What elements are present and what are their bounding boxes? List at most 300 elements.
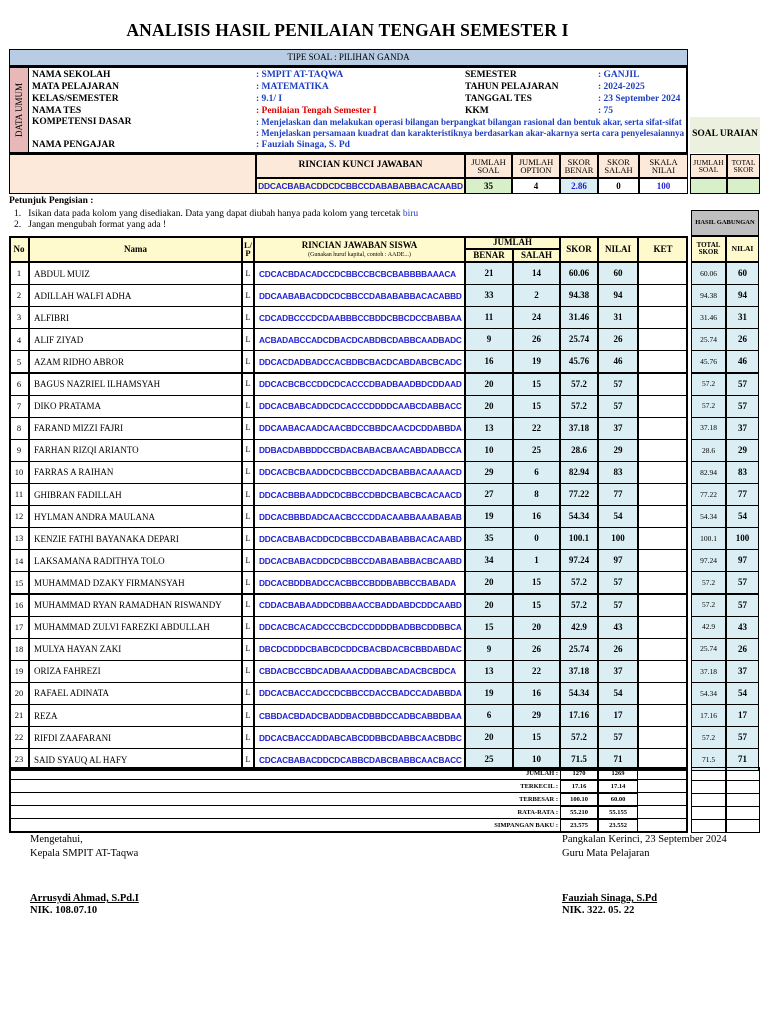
- tipe-soal-bar: TIPE SOAL : PILIHAN GANDA: [9, 49, 688, 66]
- info-value[interactable]: : Fauziah Sinaga, S. Pd: [256, 140, 350, 150]
- cell-nilai: 57: [598, 594, 638, 617]
- stats-nilai-value: 17.14: [598, 780, 638, 794]
- cell-nilai: 37: [598, 660, 638, 683]
- cell-lp[interactable]: L: [242, 638, 254, 661]
- jumlah-option-value[interactable]: 4: [512, 178, 560, 194]
- stats-gabungan-cell: [691, 767, 726, 781]
- stats-gabungan-cell: [726, 780, 760, 794]
- cell-lp[interactable]: L: [242, 483, 254, 506]
- cell-salah: 25: [513, 439, 560, 462]
- cell-jawaban[interactable]: DDCACBCBCCDDCDCACCCDBADBAADBDCDDAAD: [254, 373, 465, 396]
- uraian-total-skor-input[interactable]: [727, 178, 760, 194]
- cell-jawaban[interactable]: DBCDCDDDCBABCDCDDCBACBDACBCBBDABDAC: [254, 638, 465, 661]
- cell-nilai2: 57: [726, 594, 759, 617]
- footer-place-date: Pangkalan Kerinci, 23 September 2024: [562, 834, 727, 845]
- info-value[interactable]: : 75: [598, 106, 614, 116]
- cell-nilai2: 57: [726, 395, 759, 418]
- cell-benar: 9: [465, 638, 513, 661]
- stats-nilai-value: 1269: [598, 767, 638, 781]
- info-label: TANGGAL TES: [465, 94, 532, 104]
- cell-benar: 19: [465, 505, 513, 528]
- cell-ket[interactable]: [638, 306, 688, 329]
- cell-benar: 33: [465, 284, 513, 307]
- cell-jawaban[interactable]: CBDACBCCBDCADBAAACDDBABCADACBCBDCA: [254, 660, 465, 683]
- cell-nilai: 54: [598, 505, 638, 528]
- cell-nilai2: 37: [726, 417, 759, 440]
- cell-ket[interactable]: [638, 483, 688, 506]
- stats-gabungan-cell: [726, 767, 760, 781]
- cell-jawaban[interactable]: DDCACBCBAADDCDCBBCCDADCBABBACAAAACD: [254, 461, 465, 484]
- cell-total: 17.16: [691, 704, 726, 727]
- cell-total: 37.18: [691, 417, 726, 440]
- info-value[interactable]: : 9.1/ I: [256, 94, 283, 104]
- cell-benar: 29: [465, 461, 513, 484]
- cell-salah: 15: [513, 726, 560, 749]
- cell-nilai2: 100: [726, 527, 759, 550]
- stats-gabungan-cell: [726, 819, 760, 833]
- stats-gabungan-cell: [691, 806, 726, 820]
- col-nilai2-header: NILAI: [726, 236, 759, 262]
- cell-total: 97.24: [691, 549, 726, 572]
- cell-nama[interactable]: KENZIE FATHI BAYANAKA DEPARI: [29, 527, 242, 550]
- stats-nilai-value: 55.155: [598, 806, 638, 820]
- cell-nama[interactable]: ADILLAH WALFI ADHA: [29, 284, 242, 307]
- cell-no: 2: [9, 284, 29, 307]
- cell-nilai2: 57: [726, 571, 759, 594]
- stats-label: RATA-RATA :: [517, 809, 558, 816]
- cell-lp[interactable]: L: [242, 395, 254, 418]
- cell-no: 20: [9, 682, 29, 705]
- stats-skor-value: 17.16: [560, 780, 598, 794]
- cell-ket[interactable]: [638, 726, 688, 749]
- stats-nilai-value: 60.00: [598, 793, 638, 807]
- cell-ket[interactable]: [638, 527, 688, 550]
- col-jumlah-header: JUMLAH: [465, 236, 560, 249]
- cell-salah: 26: [513, 328, 560, 351]
- cell-nama[interactable]: MUHAMMAD DZAKY FIRMANSYAH: [29, 571, 242, 594]
- cell-nilai2: 46: [726, 350, 759, 373]
- stats-label: SIMPANGAN BAKU :: [494, 822, 558, 829]
- info-value[interactable]: : 23 September 2024: [598, 94, 681, 104]
- cell-nama[interactable]: ALIF ZIYAD: [29, 328, 242, 351]
- cell-ket[interactable]: [638, 505, 688, 528]
- cell-skor: 57.2: [560, 594, 598, 617]
- cell-skor: 28.6: [560, 439, 598, 462]
- cell-no: 1: [9, 262, 29, 285]
- cell-lp[interactable]: L: [242, 616, 254, 639]
- cell-nilai2: 57: [726, 726, 759, 749]
- cell-nama[interactable]: MULYA HAYAN ZAKI: [29, 638, 242, 661]
- cell-skor: 57.2: [560, 395, 598, 418]
- skala-nilai-value[interactable]: 100: [639, 178, 688, 194]
- cell-nilai2: 77: [726, 483, 759, 506]
- cell-total: 77.22: [691, 483, 726, 506]
- cell-jawaban[interactable]: DDCAABABACDDCDCBBCCDABABABBACACABBD: [254, 284, 465, 307]
- cell-salah: 15: [513, 594, 560, 617]
- cell-benar: 11: [465, 306, 513, 329]
- skor-salah-header: SKOR SALAH: [598, 154, 639, 178]
- cell-jawaban[interactable]: DDCACBACCADCCDCBBCCDACCBADCCADABBDA: [254, 682, 465, 705]
- footer-kepala-name: Arrusydi Ahmad, S.Pd.I: [30, 893, 139, 904]
- cell-nilai: 100: [598, 527, 638, 550]
- footer-guru-name: Fauziah Sinaga, S.Pd: [562, 893, 658, 904]
- page-title: ANALISIS HASIL PENILAIAN TENGAH SEMESTER I: [126, 20, 569, 40]
- cell-lp[interactable]: L: [242, 594, 254, 617]
- cell-ket[interactable]: [638, 328, 688, 351]
- cell-no: 6: [9, 373, 29, 396]
- cell-total: 57.2: [691, 373, 726, 396]
- skala-nilai-header: SKALA NILAI: [639, 154, 688, 178]
- cell-nilai2: 54: [726, 505, 759, 528]
- cell-salah: 16: [513, 682, 560, 705]
- cell-salah: 14: [513, 262, 560, 285]
- cell-skor: 37.18: [560, 417, 598, 440]
- cell-salah: 19: [513, 350, 560, 373]
- cell-lp[interactable]: L: [242, 461, 254, 484]
- cell-nama[interactable]: ALFIBRI: [29, 306, 242, 329]
- cell-nama[interactable]: MUHAMMAD RYAN RAMADHAN RISWANDY: [29, 594, 242, 617]
- cell-salah: 15: [513, 571, 560, 594]
- cell-jawaban[interactable]: DDCACDADBADCCACBDBCBACDCABDABCBCADC: [254, 350, 465, 373]
- cell-benar: 25: [465, 748, 513, 771]
- cell-nilai: 57: [598, 726, 638, 749]
- cell-skor: 25.74: [560, 638, 598, 661]
- col-nilai-header: NILAI: [598, 236, 638, 262]
- cell-nilai: 57: [598, 373, 638, 396]
- cell-total: 54.34: [691, 682, 726, 705]
- info-label: NAMA TES: [32, 106, 82, 116]
- cell-skor: 97.24: [560, 549, 598, 572]
- cell-nama[interactable]: FARHAN RIZQI ARIANTO: [29, 439, 242, 462]
- cell-lp[interactable]: L: [242, 505, 254, 528]
- cell-jawaban[interactable]: DDCACBBBAADDCDCBBCCDBDCBABCBCACAACD: [254, 483, 465, 506]
- cell-nama[interactable]: DIKO PRATAMA: [29, 395, 242, 418]
- cell-total: 42.9: [691, 616, 726, 639]
- cell-salah: 6: [513, 461, 560, 484]
- info-value[interactable]: : Menjelaskan persamaan kuadrat dan karakteristiknya berdasarkan akar-akarnya serta cara penyelesaiannya: [256, 128, 685, 138]
- col-skor-header: SKOR: [560, 236, 598, 262]
- cell-jawaban[interactable]: CBBDACBDADCBADDBACDBBDCCADBCABBDBAA: [254, 704, 465, 727]
- cell-nama[interactable]: RIFDI ZAAFARANI: [29, 726, 242, 749]
- kunci-header: RINCIAN KUNCI JAWABAN: [256, 154, 465, 178]
- cell-benar: 21: [465, 262, 513, 285]
- cell-nama[interactable]: BAGUS NAZRIEL ILHAMSYAH: [29, 373, 242, 396]
- cell-salah: 2: [513, 284, 560, 307]
- cell-ket[interactable]: [638, 395, 688, 418]
- info-label: KOMPETENSI DASAR: [32, 117, 132, 127]
- uraian-jumlah-soal-input[interactable]: [690, 178, 727, 194]
- cell-benar: 20: [465, 726, 513, 749]
- cell-jawaban[interactable]: DDCACBDDBADCCACBBCCBDDBABBCCBABADA: [254, 571, 465, 594]
- cell-no: 22: [9, 726, 29, 749]
- cell-nilai: 97: [598, 549, 638, 572]
- cell-total: 57.2: [691, 594, 726, 617]
- cell-benar: 20: [465, 594, 513, 617]
- data-umum-label: DATA UMUM: [10, 68, 29, 152]
- cell-jawaban[interactable]: DDCACBCACADCCCBCDCCDDDDBADBBCDDBBCA: [254, 616, 465, 639]
- cell-total: 37.18: [691, 660, 726, 683]
- cell-nama[interactable]: SAID SYAUQ AL HAFY: [29, 748, 242, 771]
- cell-jawaban[interactable]: CDCADBCCCDCDAABBBCCBDDCBBCDCCBABBAA: [254, 306, 465, 329]
- jumlah-soal-header: JUMLAH SOAL: [465, 154, 512, 178]
- cell-lp[interactable]: L: [242, 549, 254, 572]
- cell-ket[interactable]: [638, 549, 688, 572]
- cell-nilai2: 17: [726, 704, 759, 727]
- col-total-skor-header: TOTAL SKOR: [691, 236, 726, 262]
- cell-no: 12: [9, 505, 29, 528]
- cell-nilai: 83: [598, 461, 638, 484]
- info-value[interactable]: : GANJIL: [598, 70, 640, 80]
- cell-nama[interactable]: FARRAS A RAIHAN: [29, 461, 242, 484]
- cell-nama[interactable]: LAKSAMANA RADITHYA TOLO: [29, 549, 242, 572]
- stats-skor-value: 23.575: [560, 819, 598, 833]
- petunjuk-item: 1. Isikan data pada kolom yang disediakan. Data yang dapat diubah hanya pada kolom yang tercetak biru: [14, 209, 419, 219]
- cell-no: 17: [9, 616, 29, 639]
- cell-nilai2: 60: [726, 262, 759, 285]
- cell-nama[interactable]: GHIBRAN FADILLAH: [29, 483, 242, 506]
- cell-ket[interactable]: [638, 682, 688, 705]
- cell-no: 4: [9, 328, 29, 351]
- cell-ket[interactable]: [638, 571, 688, 594]
- cell-jawaban[interactable]: CDCACBDACADCCDCBBCCBCBCBABBBBAAACA: [254, 262, 465, 285]
- cell-total: 25.74: [691, 638, 726, 661]
- cell-skor: 31.46: [560, 306, 598, 329]
- cell-skor: 54.34: [560, 682, 598, 705]
- cell-lp[interactable]: L: [242, 306, 254, 329]
- cell-skor: 94.38: [560, 284, 598, 307]
- stats-label: JUMLAH :: [526, 770, 558, 777]
- cell-ket[interactable]: [638, 373, 688, 396]
- cell-jawaban[interactable]: DDCACBABACDDCDCBBCCDABABABBACACAABD: [254, 527, 465, 550]
- cell-total: 54.34: [691, 505, 726, 528]
- cell-benar: 9: [465, 328, 513, 351]
- cell-nilai2: 43: [726, 616, 759, 639]
- cell-lp[interactable]: L: [242, 682, 254, 705]
- cell-lp[interactable]: L: [242, 527, 254, 550]
- stats-nilai-value: 23.552: [598, 819, 638, 833]
- soal-uraian-header: SOAL URAIAN: [690, 117, 760, 153]
- cell-skor: 57.2: [560, 571, 598, 594]
- cell-skor: 25.74: [560, 328, 598, 351]
- cell-nilai: 54: [598, 682, 638, 705]
- cell-nilai2: 31: [726, 306, 759, 329]
- cell-salah: 16: [513, 505, 560, 528]
- info-value[interactable]: : SMPIT AT-TAQWA: [256, 70, 344, 80]
- info-value[interactable]: : 2024-2025: [598, 82, 645, 92]
- petunjuk-highlight: biru: [402, 209, 419, 219]
- cell-ket[interactable]: [638, 616, 688, 639]
- cell-nilai: 31: [598, 306, 638, 329]
- stats-skor-value: 100.10: [560, 793, 598, 807]
- cell-total: 60.06: [691, 262, 726, 285]
- col-lp-header: L/ P: [242, 236, 254, 262]
- cell-jawaban[interactable]: DDCACBABCADDCDCACCCDDDDCAABCDABBACC: [254, 395, 465, 418]
- cell-ket[interactable]: [638, 350, 688, 373]
- cell-nilai: 57: [598, 395, 638, 418]
- cell-total: 28.6: [691, 439, 726, 462]
- hasil-gabungan-header: HASIL GABUNGAN: [691, 210, 759, 236]
- cell-jawaban[interactable]: CDCACBABACDDCDCABBCDABCBABBCAACBACC: [254, 748, 465, 771]
- cell-nama[interactable]: RAFAEL ADINATA: [29, 682, 242, 705]
- cell-jawaban[interactable]: ACBADABCCADCDBACDCABDBCDABBCAADBADC: [254, 328, 465, 351]
- cell-benar: 16: [465, 350, 513, 373]
- cell-no: 18: [9, 638, 29, 661]
- cell-lp[interactable]: L: [242, 748, 254, 771]
- cell-ket[interactable]: [638, 439, 688, 462]
- cell-skor: 71.5: [560, 748, 598, 771]
- stats-gabungan-cell: [726, 793, 760, 807]
- info-label: SEMESTER: [465, 70, 517, 80]
- cell-lp[interactable]: L: [242, 726, 254, 749]
- cell-ket[interactable]: [638, 638, 688, 661]
- cell-jawaban[interactable]: DDCACBBBDADCAACBCCCDDACAABBAAABABAB: [254, 505, 465, 528]
- cell-no: 10: [9, 461, 29, 484]
- cell-skor: 42.9: [560, 616, 598, 639]
- footer-kepala-nik: NIK. 108.07.10: [30, 905, 98, 916]
- cell-nilai: 77: [598, 483, 638, 506]
- cell-nama[interactable]: HYLMAN ANDRA MAULANA: [29, 505, 242, 528]
- stats-gabungan-cell: [726, 806, 760, 820]
- cell-benar: 20: [465, 395, 513, 418]
- cell-nilai2: 29: [726, 439, 759, 462]
- cell-salah: 0: [513, 527, 560, 550]
- footer-guru: Guru Mata Pelajaran: [562, 848, 650, 859]
- cell-lp[interactable]: L: [242, 660, 254, 683]
- cell-jawaban[interactable]: CDDACBABAADDCDBBAACCBADDABDCDDCAABD: [254, 594, 465, 617]
- cell-salah: 22: [513, 417, 560, 440]
- cell-ket[interactable]: [638, 262, 688, 285]
- jumlah-soal-value[interactable]: 35: [465, 178, 512, 194]
- info-label: NAMA SEKOLAH: [32, 70, 111, 80]
- cell-skor: 37.18: [560, 660, 598, 683]
- cell-total: 100.1: [691, 527, 726, 550]
- cell-salah: 29: [513, 704, 560, 727]
- cell-ket[interactable]: [638, 284, 688, 307]
- footer-kepala: Kepala SMPIT AT-Taqwa: [30, 848, 139, 859]
- stats-label: TERBESAR :: [519, 796, 558, 803]
- cell-benar: 6: [465, 704, 513, 727]
- cell-skor: 45.76: [560, 350, 598, 373]
- cell-nilai2: 37: [726, 660, 759, 683]
- cell-nama[interactable]: MUHAMMAD ZULVI FAREZKI ABDULLAH: [29, 616, 242, 639]
- cell-nilai: 17: [598, 704, 638, 727]
- skor-salah-value[interactable]: 0: [598, 178, 639, 194]
- col-nama-header: Nama: [29, 236, 242, 262]
- stats-gabungan-cell: [691, 819, 726, 833]
- col-ket-header: KET: [638, 236, 688, 262]
- answer-key-input[interactable]: DDCACBABACDDCDCBBCCDABABABBACACAABD: [256, 178, 465, 194]
- cell-jawaban[interactable]: DDCACBACCADDABCABCDDBBCDABBCAACBDBC: [254, 726, 465, 749]
- info-value[interactable]: : Penilaian Tengah Semester I: [256, 106, 377, 116]
- cell-lp[interactable]: L: [242, 262, 254, 285]
- cell-skor: 82.94: [560, 461, 598, 484]
- footer-guru-nik: NIK. 322. 05. 22: [562, 905, 635, 916]
- cell-lp[interactable]: L: [242, 571, 254, 594]
- cell-benar: 27: [465, 483, 513, 506]
- cell-benar: 19: [465, 682, 513, 705]
- cell-jawaban[interactable]: DDCACBABACDDCDCBBCCDABABABBACBCAABD: [254, 549, 465, 572]
- cell-nilai: 43: [598, 616, 638, 639]
- stats-skor-value: 55.210: [560, 806, 598, 820]
- cell-salah: 8: [513, 483, 560, 506]
- col-benar-header: BENAR: [465, 249, 513, 262]
- cell-nilai2: 57: [726, 373, 759, 396]
- cell-nilai: 26: [598, 328, 638, 351]
- stats-label: TERKECIL :: [520, 783, 558, 790]
- cell-benar: 34: [465, 549, 513, 572]
- cell-no: 11: [9, 483, 29, 506]
- cell-ket[interactable]: [638, 461, 688, 484]
- cell-lp[interactable]: L: [242, 350, 254, 373]
- cell-salah: 15: [513, 395, 560, 418]
- cell-lp[interactable]: L: [242, 417, 254, 440]
- info-value[interactable]: : Menjelaskan dan melakukan operasi bilangan berpangkat bilangan rasional dan bentuk akar, serta sifat-sifat: [256, 117, 682, 127]
- cell-benar: 20: [465, 373, 513, 396]
- cell-ket[interactable]: [638, 660, 688, 683]
- cell-jawaban[interactable]: DDBACDABBDDCCBDACBABACBAACABDADBCCA: [254, 439, 465, 462]
- stats-gabungan-cell: [691, 780, 726, 794]
- cell-lp[interactable]: L: [242, 704, 254, 727]
- cell-nilai2: 71: [726, 748, 759, 771]
- cell-nama[interactable]: FARAND MIZZI FAJRI: [29, 417, 242, 440]
- cell-nama[interactable]: AZAM RIDHO ABROR: [29, 350, 242, 373]
- cell-nilai: 29: [598, 439, 638, 462]
- cell-ket[interactable]: [638, 417, 688, 440]
- cell-salah: 20: [513, 616, 560, 639]
- cell-skor: 100.1: [560, 527, 598, 550]
- cell-nama[interactable]: ORIZA FAHREZI: [29, 660, 242, 683]
- col-salah-header: SALAH: [513, 249, 560, 262]
- cell-lp[interactable]: L: [242, 284, 254, 307]
- cell-no: 14: [9, 549, 29, 572]
- cell-lp[interactable]: L: [242, 439, 254, 462]
- cell-total: 25.74: [691, 328, 726, 351]
- cell-no: 16: [9, 594, 29, 617]
- cell-nilai2: 97: [726, 549, 759, 572]
- kunci-spacer: [9, 154, 256, 194]
- cell-salah: 22: [513, 660, 560, 683]
- cell-lp[interactable]: L: [242, 328, 254, 351]
- cell-ket[interactable]: [638, 704, 688, 727]
- cell-no: 19: [9, 660, 29, 683]
- stats-skor-value: 1270: [560, 767, 598, 781]
- cell-benar: 13: [465, 660, 513, 683]
- cell-nilai: 57: [598, 571, 638, 594]
- cell-nilai: 94: [598, 284, 638, 307]
- cell-nilai: 46: [598, 350, 638, 373]
- cell-skor: 77.22: [560, 483, 598, 506]
- info-value[interactable]: : MATEMATIKA: [256, 82, 329, 92]
- cell-jawaban[interactable]: DDCAABACAADCAACBDCCBBDCAACDCDDABBDA: [254, 417, 465, 440]
- cell-no: 7: [9, 395, 29, 418]
- cell-nama[interactable]: REZA: [29, 704, 242, 727]
- footer-mengetahui: Mengetahui,: [30, 834, 83, 845]
- cell-skor: 57.2: [560, 373, 598, 396]
- cell-benar: 13: [465, 417, 513, 440]
- info-label: KELAS/SEMESTER: [32, 94, 119, 104]
- cell-lp[interactable]: L: [242, 373, 254, 396]
- uraian-total-skor-header: TOTAL SKOR: [727, 154, 760, 178]
- col-no-header: No: [9, 236, 29, 262]
- cell-nilai: 26: [598, 638, 638, 661]
- cell-ket[interactable]: [638, 594, 688, 617]
- cell-salah: 24: [513, 306, 560, 329]
- cell-no: 13: [9, 527, 29, 550]
- cell-salah: 26: [513, 638, 560, 661]
- stats-gabungan-cell: [691, 793, 726, 807]
- cell-nama[interactable]: ABDUL MUIZ: [29, 262, 242, 285]
- col-rincian-header: RINCIAN JAWABAN SISWA (Gunakan huruf kapital, contoh : AADE...): [254, 236, 465, 262]
